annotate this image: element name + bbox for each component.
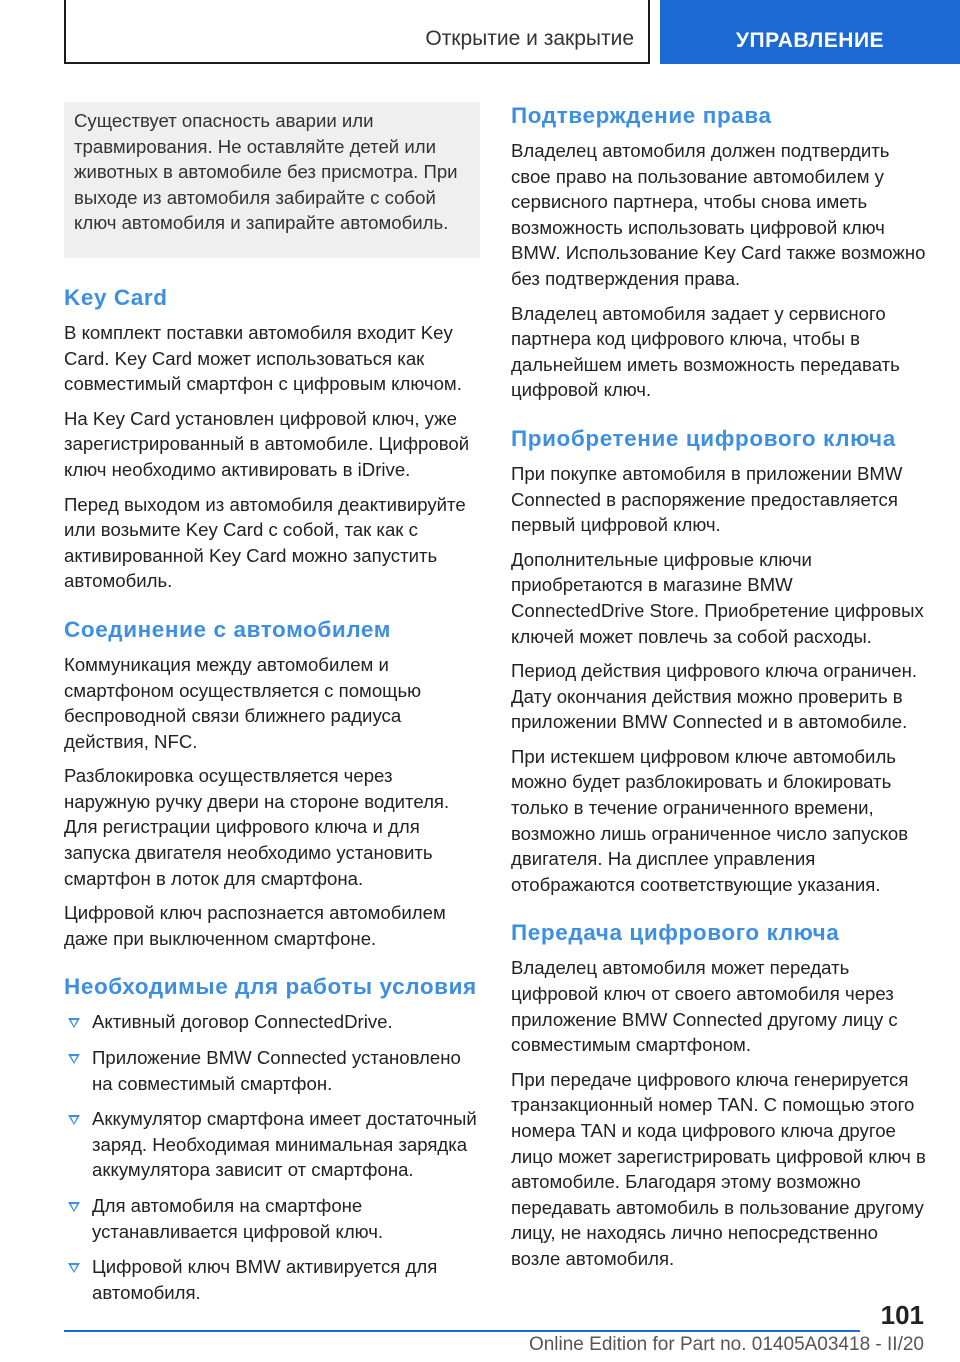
footer-edition: Online Edition for Part no. 01405A03418 - II/20: [528, 1334, 924, 1355]
conditions-list: [64, 1009, 480, 1305]
section-heading: Передача цифрового ключа: [511, 920, 840, 946]
paragraph: При передаче цифрового ключа генерируется транзакционный номер TAN. С помощью этого номера TAN и кода цифрового ключа другое лицо может зарегистрировать цифровой ключ в автомобиле. Благодаря этому возможно передавать автомобиль в пользование другому лицу, не находясь лично непосредственно возле автомобиля.: [511, 1068, 926, 1269]
page-header: [0, 0, 960, 66]
list-item-text: Приложение BMW Connected установлено на совместимый смартфон.: [92, 1047, 461, 1094]
paragraph: Владелец автомобиля задает у сервисного партнера код цифрового ключа, чтобы в дальнейшем иметь возможность передавать цифровой ключ.: [511, 302, 900, 401]
section-key-card: [64, 284, 480, 594]
section-transfer: [511, 919, 929, 1271]
paragraph: При истекшем цифровом ключе автомобиль можно будет разблокировать и блокировать только в течение ограниченного времени, возможно лишь ограниченное число запусков двигателя. На дисплее управления отображаются соответствующие указания.: [511, 745, 909, 895]
section-confirmation: [511, 102, 929, 403]
triangle-bullet-icon: [68, 1115, 80, 1125]
left-column: [64, 102, 480, 1327]
triangle-bullet-icon: [68, 1054, 80, 1064]
right-column: [511, 102, 929, 1294]
paragraph: Владелец автомобиля должен подтвердить свое право на пользование автомобилем у сервисного партнера, чтобы снова иметь возможность использовать цифровой ключ BMW. Использование Key Card также возможно без подтверждения права.: [511, 140, 926, 289]
warning-text: Существует опасность аварии или травмирования. Не оставляйте детей или животных в автомобиле без присмотра. При выходе из автомобиля забирайте с собой ключ автомобиля и запирайте автомобиль.: [74, 110, 458, 234]
list-item: [64, 1106, 480, 1183]
paragraph: Владелец автомобиля может передать цифровой ключ от своего автомобиля через приложение BMW Connected другому лицу с совместимым смартфоном.: [511, 957, 898, 1056]
warning-box: [64, 102, 480, 258]
section-title: Открытие и закрытие: [425, 27, 634, 50]
page-number: 101: [880, 1300, 924, 1330]
section-heading: Соединение с автомобилем: [64, 616, 391, 642]
footer-divider: [64, 1330, 860, 1332]
list-item: [64, 1254, 480, 1305]
chapter-tab: УПРАВЛЕНИЕ: [660, 0, 960, 64]
triangle-bullet-icon: [68, 1202, 80, 1212]
paragraph: Перед выходом из автомобиля деактивируйте или возьмите Key Card с собой, так как с активированной Key Card можно запустить автомобиль.: [64, 493, 466, 592]
section-conditions: [64, 973, 480, 1305]
section-heading: Подтверждение права: [511, 103, 772, 128]
paragraph: На Key Card установлен цифровой ключ, уже зарегистрированный в автомобиле. Цифровой ключ необходимо активировать в iDrive.: [64, 407, 470, 480]
list-item-text: Цифровой ключ BMW активируется для автомобиля.: [92, 1256, 438, 1303]
section-acquisition: [511, 425, 929, 898]
list-item-text: Аккумулятор смартфона имеет достаточный заряд. Необходимая минимальная зарядка аккумулятора зависит от смартфона.: [92, 1108, 477, 1181]
paragraph: Цифровой ключ распознается автомобилем даже при выключенном смартфоне.: [64, 902, 446, 949]
paragraph: При покупке автомобиля в приложении BMW Connected в распоряжение предоставляется первый цифровой ключ.: [511, 462, 903, 536]
section-heading: Приобретение цифрового ключа: [511, 425, 896, 451]
triangle-bullet-icon: [68, 1018, 80, 1028]
header-section-box: [64, 0, 650, 64]
triangle-bullet-icon: [68, 1263, 80, 1273]
section-heading: Key Card: [64, 284, 168, 310]
paragraph: Период действия цифрового ключа ограничен. Дату окончания действия можно проверить в приложении BMW Connected и в автомобиле.: [511, 660, 918, 733]
paragraph: Дополнительные цифровые ключи приобретаются в магазине BMW ConnectedDrive Store. Приобретение цифровых ключей может повлечь за собой расходы.: [511, 548, 924, 647]
section-heading: Необходимые для работы условия: [64, 974, 477, 1000]
list-item-text: Активный договор ConnectedDrive.: [92, 1011, 393, 1033]
paragraph: Разблокировка осуществляется через наружную ручку двери на стороне водителя. Для регистрации цифрового ключа и для запуска двигателя необходимо установить смартфон в лоток для смартфона.: [64, 765, 450, 889]
list-item: [64, 1193, 480, 1244]
section-connection: [64, 616, 480, 952]
paragraph: Коммуникация между автомобилем и смартфоном осуществляется с помощью беспроводной связи ближнего радиуса действия, NFC.: [64, 653, 422, 752]
list-item-text: Для автомобиля на смартфоне устанавливается цифровой ключ.: [92, 1195, 384, 1242]
list-item: [64, 1045, 480, 1096]
list-item: [64, 1009, 480, 1035]
paragraph: В комплект поставки автомобиля входит Key Card. Key Card может использоваться как совместимый смартфон с цифровым ключом.: [64, 321, 462, 395]
